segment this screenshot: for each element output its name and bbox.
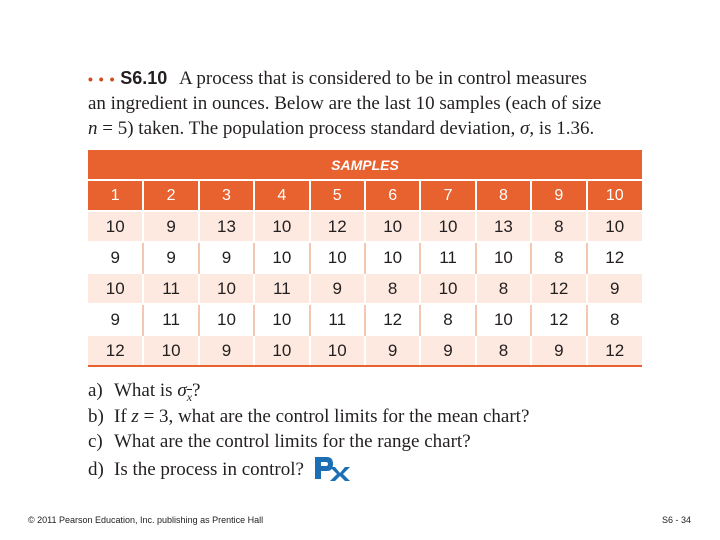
copyright-footer: © 2011 Pearson Education, Inc. publishing as Prentice Hall	[28, 515, 264, 525]
problem-text-2: an ingredient in ounces. Below are the last 10 samples (each of size	[88, 93, 602, 114]
table-cell: 9	[365, 335, 420, 366]
problem-line-2	[88, 91, 648, 116]
table-cell: 9	[143, 242, 198, 273]
table-cell: 8	[365, 273, 420, 304]
table-row	[88, 335, 642, 366]
table-cell: 8	[420, 304, 475, 335]
table-cell: 10	[310, 242, 365, 273]
question-b	[88, 404, 648, 430]
table-cell: 13	[199, 211, 254, 242]
column-header: 4	[254, 180, 309, 211]
problem-number: S6.10	[120, 68, 168, 88]
table-cell: 12	[531, 304, 586, 335]
question-text: Is the process in control?	[114, 458, 304, 480]
table-cell: 10	[199, 304, 254, 335]
problem-statement	[88, 66, 648, 141]
column-header: 10	[587, 180, 642, 211]
sigma-symbol: σ	[519, 118, 530, 139]
column-header: 7	[420, 180, 475, 211]
question-c	[88, 429, 648, 455]
table-cell: 10	[587, 211, 642, 242]
column-header: 6	[365, 180, 420, 211]
table-cell: 10	[420, 211, 475, 242]
sigma-char: σ	[177, 380, 187, 401]
samples-table	[88, 150, 642, 367]
table-header-row	[88, 180, 642, 211]
table-cell: 10	[365, 242, 420, 273]
table-cell: 8	[587, 304, 642, 335]
table-cell: 10	[254, 335, 309, 366]
table-cell: 8	[476, 273, 531, 304]
x-bar-subscript: x	[186, 389, 193, 404]
question-letter: a)	[88, 380, 103, 401]
table-cell: 9	[88, 242, 143, 273]
question-list	[88, 378, 648, 480]
table-cell: 9	[88, 304, 143, 335]
table-title: SAMPLES	[88, 150, 642, 180]
table-cell: 10	[88, 211, 143, 242]
table-cell: 9	[310, 273, 365, 304]
table-cell: 10	[476, 304, 531, 335]
column-header: 3	[199, 180, 254, 211]
table-row	[88, 242, 642, 273]
z-variable: z	[131, 405, 139, 427]
table-cell: 12	[365, 304, 420, 335]
column-header: 5	[310, 180, 365, 211]
sample-size-variable: n	[88, 118, 98, 139]
question-end: ?	[192, 380, 201, 401]
table-cell: 10	[88, 273, 143, 304]
question-text-rest: = 3, what are the control limits for the mean chart?	[138, 405, 530, 427]
column-header: 9	[531, 180, 586, 211]
table-cell: 9	[587, 273, 642, 304]
table-cell: 12	[531, 273, 586, 304]
column-header: 2	[143, 180, 198, 211]
table-cell: 11	[310, 304, 365, 335]
table-cell: 10	[199, 273, 254, 304]
table-cell: 9	[199, 242, 254, 273]
table-row	[88, 211, 642, 242]
table-cell: 10	[254, 211, 309, 242]
difficulty-dots: • • •	[88, 71, 116, 87]
problem-line-3	[88, 116, 648, 141]
column-header: 1	[88, 180, 143, 211]
table-cell: 9	[143, 211, 198, 242]
table-cell: 11	[420, 242, 475, 273]
table-row	[88, 273, 642, 304]
question-text: If	[114, 405, 132, 427]
table-cell: 9	[531, 335, 586, 366]
question-a	[88, 378, 648, 404]
table-cell: 12	[587, 242, 642, 273]
question-letter: d)	[88, 458, 104, 480]
question-d	[88, 455, 648, 481]
table-cell: 11	[254, 273, 309, 304]
table-cell: 11	[143, 273, 198, 304]
problem-text-1: A process that is considered to be in control measures	[178, 68, 587, 89]
problem-text-3-end: , is 1.36.	[529, 118, 595, 139]
table-cell: 10	[310, 335, 365, 366]
table-cell: 10	[420, 273, 475, 304]
question-text: What is	[114, 380, 178, 401]
question-letter: b)	[88, 405, 104, 427]
problem-text-3: = 5) taken. The population process standard deviation,	[97, 118, 520, 139]
table-cell: 9	[199, 335, 254, 366]
table-cell: 8	[531, 242, 586, 273]
table-cell: 12	[587, 335, 642, 366]
problem-line-1	[88, 66, 648, 91]
table-cell: 12	[88, 335, 143, 366]
table-cell: 8	[476, 335, 531, 366]
table-cell: 8	[531, 211, 586, 242]
table-cell: 10	[254, 304, 309, 335]
px-logo-icon[interactable]	[315, 455, 351, 481]
question-letter: c)	[88, 431, 103, 452]
sigma-x-bar-symbol	[177, 380, 193, 404]
table-body	[88, 211, 642, 366]
table-cell: 12	[310, 211, 365, 242]
slide-number: S6 - 34	[662, 515, 692, 525]
table-cell: 10	[143, 335, 198, 366]
table-cell: 10	[365, 211, 420, 242]
table-cell: 10	[254, 242, 309, 273]
table-cell: 9	[420, 335, 475, 366]
table-row	[88, 304, 642, 335]
column-header: 8	[476, 180, 531, 211]
table-cell: 11	[143, 304, 198, 335]
question-text: What are the control limits for the range chart?	[114, 431, 471, 452]
table-cell: 13	[476, 211, 531, 242]
table-cell: 10	[476, 242, 531, 273]
